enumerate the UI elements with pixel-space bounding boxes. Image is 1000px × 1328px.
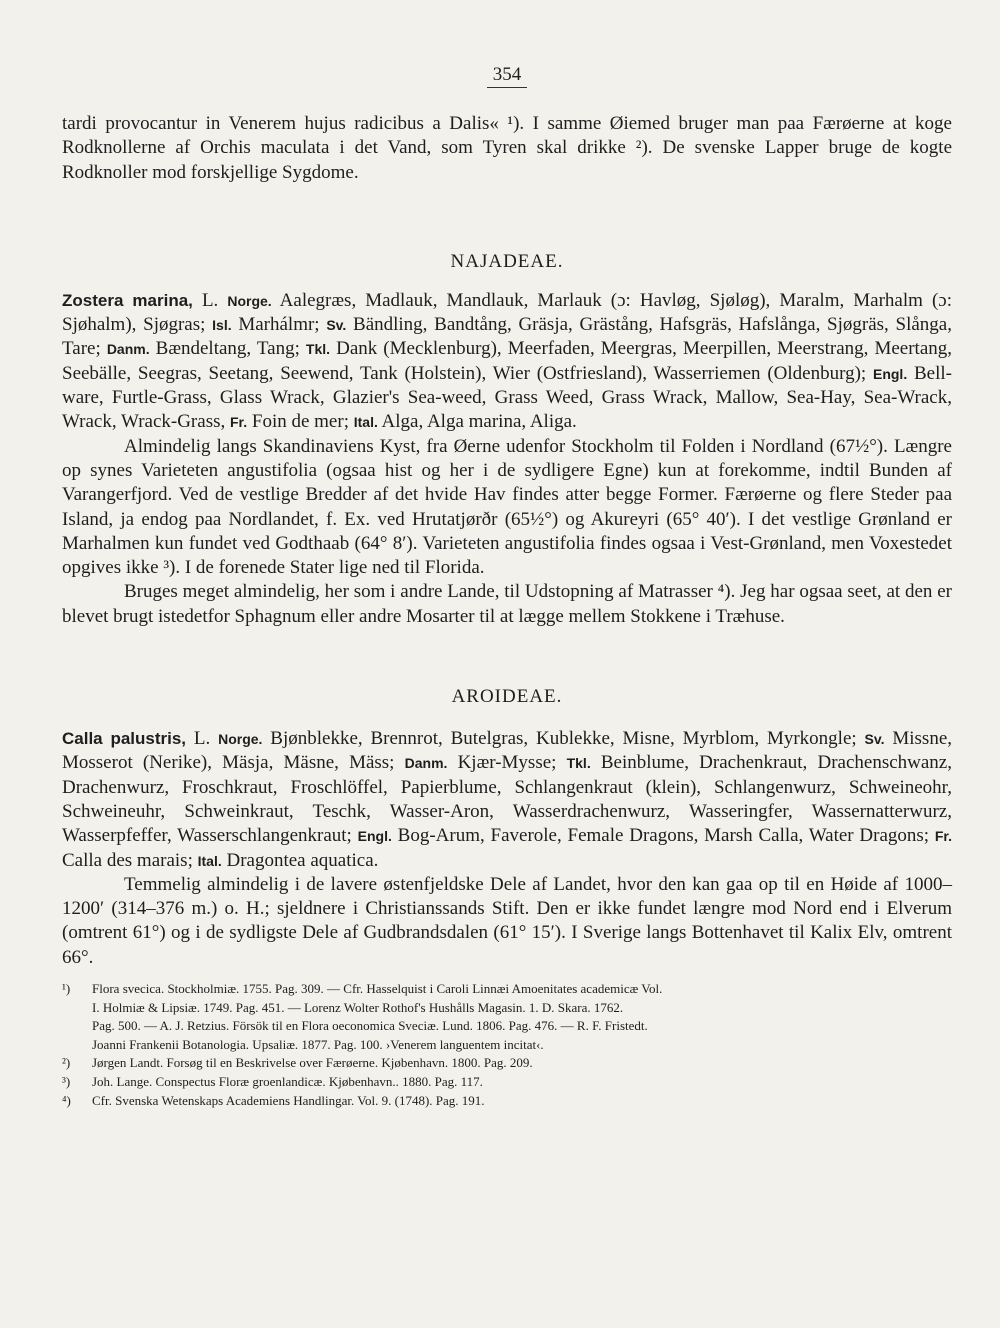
vernacular-names: [62, 290, 952, 432]
region-abbreviation: Norge.: [218, 731, 263, 748]
region-abbreviation: Isl.: [212, 317, 232, 334]
footnote-line: [62, 980, 952, 999]
region-abbreviation: Ital.: [353, 414, 378, 431]
region-abbreviation: Engl.: [357, 828, 392, 845]
region-names: Kjær-Mysse;: [447, 752, 567, 774]
footnote-line: [62, 999, 952, 1018]
footnotes: [62, 980, 952, 1110]
footnote-text: Cfr. Svenska Wetenskaps Academiens Handlingar. Vol. 9. (1748). Pag. 191.: [92, 1092, 485, 1108]
region-abbreviation: Fr.: [230, 414, 248, 431]
zostera-distribution-paragraph: Almindelig langs Skandinaviens Kyst, fra Øerne udenfor Stockholm til Folden i Nordland (67½°). Længre op synes Varieteten angustifolia (ogsaa hist og her i de sydligere Egne) kun at forekomme, indtil Bunden af Varangerfjord. Ved de vestlige Bredder af det hvide Hav findes atter begge Former. Færøerne og flere Steder paa Island, ja endog paa Nordlandet, f. Ex. ved Hrutatjørðr (65½°) og Akureyri (65° 40′). I det vestlige Grønland er Marhalmen kun fundet ved Godthaab (64° 8′). Varieteten angustifolia findes ogsaa i Vest-Grønland, men Voxestedet opgives ikke ³). I de forenede Stater lige ned til Florida.: [62, 435, 952, 579]
region-abbreviation: Fr.: [934, 828, 952, 845]
region-names: Beinblume, Drachenkraut, Drachenschwanz, Drachenwurz, Froschkraut, Froschlöffel, Papierblume, Schlangenkraut (klein), Schlangenwurz, Schweineohr, Schweineuhr, Schweinkraut, Teschk, Wasser-Aron, Wasserdrachenwurz, Wasseringfer, Wassernatterwurz, Wasserpfeffer, Wasserschlangenkraut;: [62, 752, 952, 847]
region-names: Bog-Arum, Faverole, Female Dragons, Marsh Calla, Water Dragons;: [391, 825, 935, 847]
footnote-text: Jørgen Landt. Forsøg til en Beskrivelse over Færøerne. Kjøbenhavn. 1800. Pag. 209.: [92, 1055, 533, 1071]
region-names: Bændeltang, Tang;: [149, 338, 306, 360]
region-abbreviation: Ital.: [197, 852, 222, 869]
region-abbreviation: Engl.: [872, 365, 908, 382]
footnote-text: Pag. 500. — A. J. Retzius. Försök til en Flora oeconomica Sveciæ. Lund. 1806. Pag. 476. — R. F. Fristedt.: [92, 1018, 648, 1034]
region-abbreviation: Danm.: [404, 755, 448, 772]
region-names: Bändling, Bandtång, Gräsja, Grästång, Hafsgräs, Hafslånga, Sjøgräs, Slånga, Tare;: [62, 314, 952, 360]
region-abbreviation: Sv.: [864, 731, 885, 748]
region-names: Aalegræs, Madlauk, Mandlauk, Marlauk (ɔ: Havløg, Sjøløg), Maralm, Marhalm (ɔ: Sjøhalm), Sjøgras;: [62, 289, 952, 336]
region-abbreviation: Danm.: [106, 341, 150, 358]
page-content: [62, 64, 952, 1110]
footnote-text: I. Holmiæ & Lipsiæ. 1749. Pag. 451. — Lorenz Wolter Rothof's Hushålls Magasin. 1. D. Skara. 1762.: [92, 999, 624, 1015]
region-abbreviation: Tkl.: [566, 755, 591, 772]
region-names: Foin de mer;: [247, 411, 354, 433]
species-name: Zostera marina,: [62, 290, 193, 310]
section-heading-najadeae: NAJADEAE.: [450, 250, 564, 272]
zostera-names-paragraph: Zostera marina, L. Norge. Aalegræs, Madlauk, Mandlauk, Marlauk (ɔ: Havløg, Sjøløg), Maralm, Marhalm (ɔ: Sjøhalm), Sjøgras; Isl. Marhálmr; Sv. Bändling, Bandtång, Gräsja, Grästång, Hafsgräs, Hafslånga, Sjøgräs, Slånga, Tare; Danm. Bændeltang, Tang; Tkl. Dank (Mecklenburg), Meerfaden, Meergras, Meerpillen, Meerstrang, Meertang, Seebälle, Seegras, Seetang, Seewend, Tank (Holstein), Wier (Ostfriesland), Wasserriemen (Oldenburg); Engl. Bell-ware, Furtle-Grass, Glass Wrack, Glazier's Sea-weed, Grass Weed, Grass Wrack, Mallow, Sea-Hay, Sea-Wrack, Wrack, Wrack-Grass, Fr. Foin de mer; Ital. Alga, Alga marina, Aliga.: [62, 289, 952, 433]
calla-distribution-paragraph: Temmelig almindelig i de lavere østenfjeldske Dele af Landet, hvor den kan gaa op til en Høide af 1000–1200′ (314–376 m.) o. H.; sjeldnere i Christianssands Stift. Den er ikke fundet længre mod Nord end i Elverum (omtrent 61°) og i de sydligste Dele af Gudbrandsdalen (61° 15′). I Sverige langs Bottenhavet til Kalix Elv, omtrent 66°.: [62, 873, 952, 968]
vernacular-names: [62, 728, 952, 870]
region-names: Bell-ware, Furtle-Grass, Glass Wrack, Glazier's Sea-weed, Grass Weed, Grass Wrack, Mallow, Sea-Hay, Sea-Wrack, Wrack, Wrack-Grass,: [62, 362, 952, 433]
footnote-line: [62, 1092, 952, 1111]
footnote-text: Flora svecica. Stockholmiæ. 1755. Pag. 309. — Cfr. Hasselquist i Caroli Linnæi Amoenitates academicæ Vol.: [92, 981, 663, 997]
region-names: Bjønblekke, Brennrot, Butelgras, Kublekke, Misne, Myrblom, Myrkongle;: [262, 728, 865, 750]
footnote-number: ¹): [62, 981, 71, 997]
region-names: Calla des marais;: [62, 849, 198, 871]
region-names: Dank (Mecklenburg), Meerfaden, Meergras, Meerpillen, Meerstrang, Meertang, Seebälle, Seegras, Seetang, Seewend, Tank (Holstein), Wier (Ostfriesland), Wasserriemen (Oldenburg);: [62, 338, 952, 384]
calla-names-paragraph: Calla palustris, L. Norge. Bjønblekke, Brennrot, Butelgras, Kublekke, Misne, Myrblom, Myrkongle; Sv. Missne, Mosserot (Nerike), Mäsja, Mäsne, Mäss; Danm. Kjær-Mysse; Tkl. Beinblume, Drachenkraut, Drachenschwanz, Drachenwurz, Froschkraut, Froschlöffel, Papierblume, Schlangenkraut (klein), Schlangenwurz, Schweineohr, Schweineuhr, Schweinkraut, Teschk, Wasser-Aron, Wasserdrachenwurz, Wasseringfer, Wassernatterwurz, Wasserpfeffer, Wasserschlangenkraut; Engl. Bog-Arum, Faverole, Female Dragons, Marsh Calla, Water Dragons; Fr. Calla des marais; Ital. Dragontea aquatica.: [62, 728, 953, 871]
region-names: Dragontea aquatica.: [221, 849, 379, 871]
zostera-use-paragraph: Bruges meget almindelig, her som i andre Lande, til Udstopning af Matrasser ⁴). Jeg har ogsaa seet, at den er blevet brugt istedetfor Sphagnum eller andre Mosarter til at lægge mellem Stokkene i Træhuse.: [62, 581, 952, 627]
footnote-text: Joanni Frankenii Botanologia. Upsaliæ. 1877. Pag. 100. ›Venerem languentem incitat‹.: [92, 1036, 544, 1052]
region-abbreviation: Norge.: [227, 292, 272, 309]
region-abbreviation: Tkl.: [305, 341, 331, 358]
region-names: Missne, Mosserot (Nerike), Mäsja, Mäsne, Mäss;: [62, 728, 953, 774]
footnote-line: [62, 1054, 952, 1073]
footnote-number: ⁴): [62, 1092, 71, 1108]
footnote-number: ²): [62, 1055, 71, 1071]
region-names: Alga, Alga marina, Aliga.: [377, 411, 577, 433]
intro-paragraph: tardi provocantur in Venerem hujus radicibus a Dalis« ¹). I samme Øiemed bruger man paa Færøerne at koge Rodknollerne af Orchis maculata i det Vand, som Tyren skal drikke ²). De svenske Lapper bruge de kogte Rodknoller mod forskjellige Sygdome.: [62, 113, 952, 183]
footnote-text: Joh. Lange. Conspectus Floræ groenlandicæ. Kjøbenhavn.. 1880. Pag. 117.: [92, 1073, 483, 1089]
footnote-line: [62, 1017, 952, 1036]
footnote-number: ³): [62, 1073, 71, 1089]
species-name: Calla palustris,: [62, 729, 187, 749]
section-heading-aroideae: AROIDEAE.: [451, 686, 563, 708]
footnote-line: [62, 1073, 952, 1092]
region-abbreviation: Sv.: [326, 317, 347, 334]
page-number: 354: [62, 64, 952, 88]
region-names: Marhálmr;: [231, 314, 327, 336]
footnote-line: [62, 1036, 952, 1055]
